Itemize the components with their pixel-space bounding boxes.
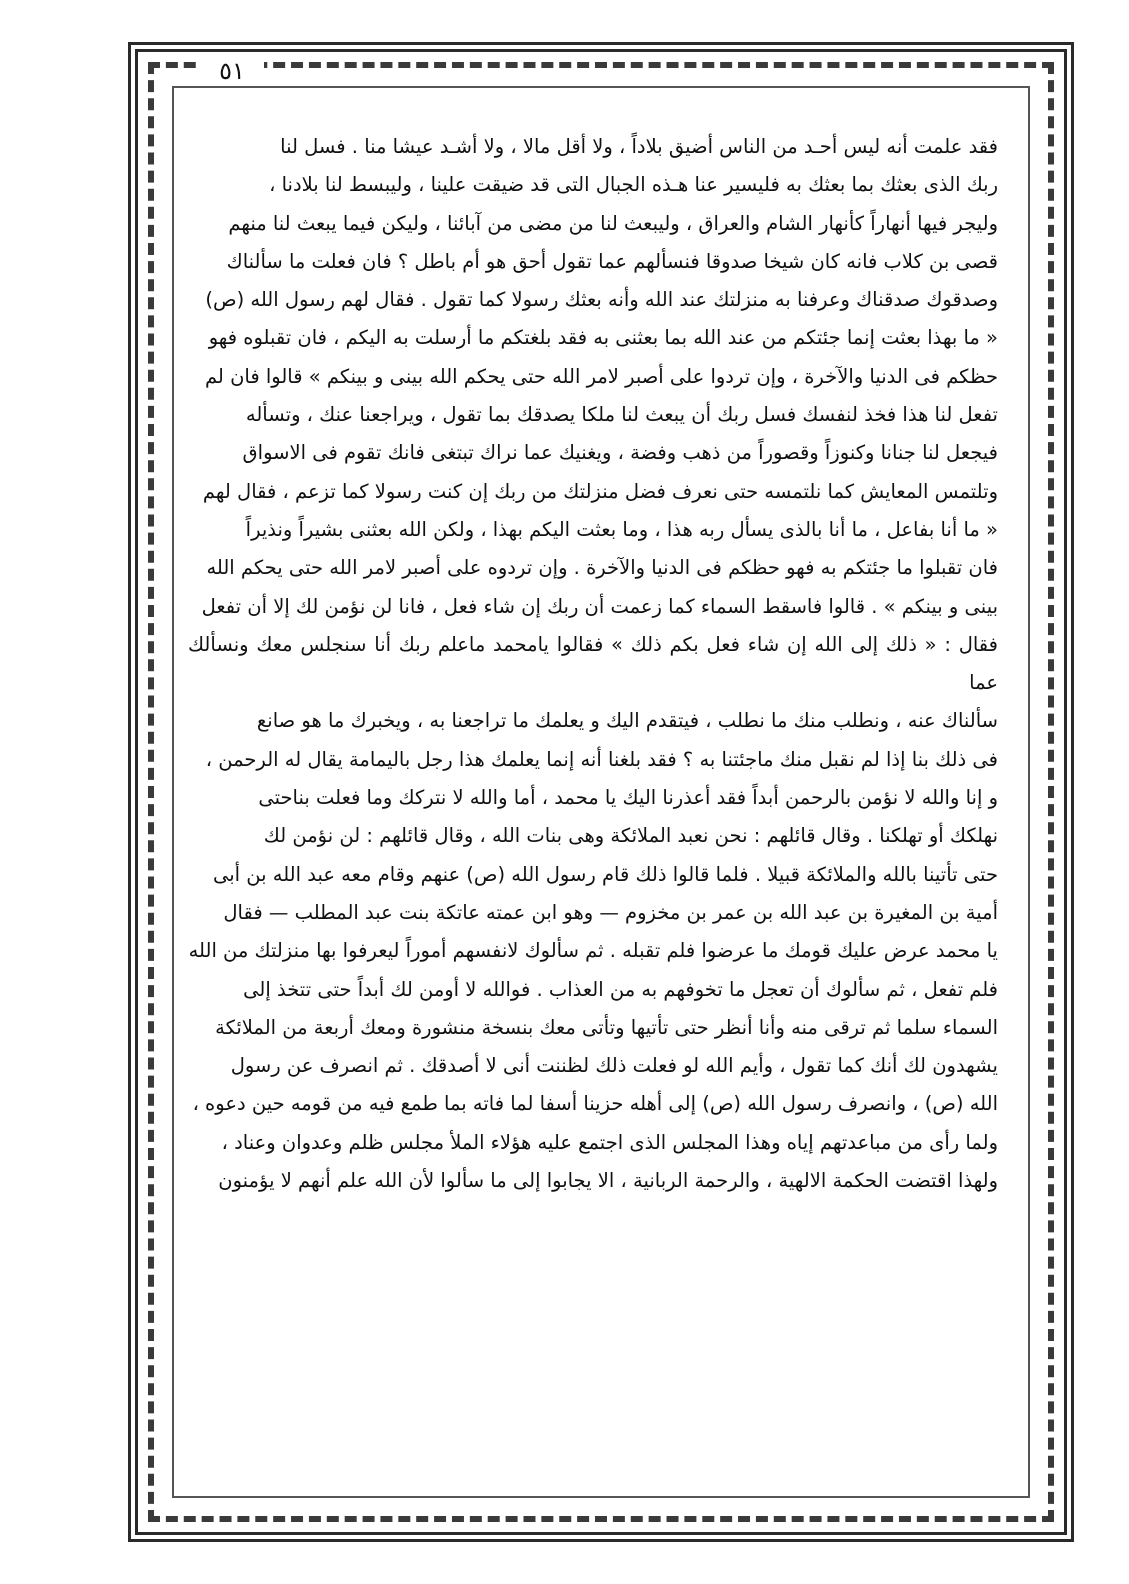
text-line: يا محمد عرض عليك قومك ما عرضوا فلم تقبله . ثم سألوك لانفسهم أموراً ليعرفوا بها منزلتك من الله bbox=[188, 939, 998, 963]
text-line: وصدقوك صدقناك وعرفنا به منزلتك عند الله وأنه بعثك رسولا كما تقول . فقال لهم رسول الله (ص) bbox=[205, 288, 998, 312]
text-line: « ما بهذا بعثت إنما جئتكم من عند الله بما بعثنى به فقد بلغتكم ما أرسلت به اليكم ، فان تقبلوه فهو bbox=[208, 326, 998, 350]
text-line: فقال : « ذلك إلى الله إن شاء فعل بكم ذلك » فقالوا يامحمد ماعلم ربك أنا سنجلس معك ونسألك عما bbox=[188, 632, 998, 695]
text-line: فقد علمت أنه ليس أحـد من الناس أضيق بلاداً ، ولا أقل مالا ، ولا أشـد عيشا منا . فسل لنا bbox=[280, 135, 998, 158]
text-line: ربك الذى بعثك بما بعثك به فليسير عنا هـذه الجبال التى قد ضيقت علينا ، وليبسط لنا بلادنا ، bbox=[269, 173, 998, 197]
text-line: نهلكك أو تهلكنا . وقال قائلهم : نحن نعبد الملائكة وهى بنات الله ، وقال قائلهم : لن نؤمن لك bbox=[263, 824, 998, 848]
text-line: بينى و بينكم » . قالوا فاسقط السماء كما زعمت أن ربك إن شاء فعل ، فانا لن نؤمن لك إلا أن تفعل bbox=[201, 594, 998, 618]
page-number: ٥١ bbox=[200, 56, 264, 86]
text-line: تفعل لنا هذا فخذ لنفسك فسل ربك أن يبعث لنا ملكا يصدقك بما تقول ، ويراجعنا عنك ، وتسأله bbox=[245, 403, 998, 427]
text-line: سألناك عنه ، ونطلب منك ما نطلب ، فيتقدم اليك و يعلمك ما تراجعنا به ، ويخبرك ما هو صانع bbox=[256, 709, 998, 733]
text-line: الله (ص) ، وانصرف رسول الله (ص) إلى أهله حزينا أسفا لما فاته بما طمع فيه من قومه حين دعوه ، bbox=[192, 1092, 998, 1116]
text-line: فان تقبلوا ما جئتكم به فهو حظكم فى الدنيا والآخرة . وإن تردوه على أصبر لامر الله حتى يحكم الله bbox=[206, 556, 998, 580]
text-line: حتى تأتينا بالله والملائكة قبيلا . فلما قالوا ذلك قام رسول الله (ص) عنهم وقام معه عبد الله بن أبى bbox=[212, 862, 998, 886]
text-line: وليجر فيها أنهاراً كأنهار الشام والعراق ، وليبعث لنا من مضى من آبائنا ، وليكن فيما يبعث لنا منهم bbox=[228, 211, 998, 235]
text-line: أمية بن المغيرة بن عبد الله بن عمر بن مخزوم — وهو ابن عمته عاتكة بنت عبد المطلب — فقال bbox=[223, 900, 998, 924]
text-line: ولهذا اقتضت الحكمة الالهية ، والرحمة الربانية ، الا يجابوا إلى ما سألوا لأن الله علم أنهم لا يؤمنون bbox=[218, 1169, 998, 1193]
text-line: حظكم فى الدنيا والآخرة ، وإن تردوا على أصبر لامر الله حتى يحكم الله بينى و بينكم » قالوا فان لم bbox=[204, 364, 998, 388]
text-line: يشهدون لك أنك كما تقول ، وأيم الله لو فعلت ذلك لظننت أنى لا أصدقك . ثم انصرف عن رسول bbox=[230, 1054, 998, 1078]
text-line: ولما رأى من مباعدتهم إياه وهذا المجلس الذى اجتمع عليه هؤلاء الملأ مجلس ظلم وعدوان وعناد ، bbox=[221, 1130, 998, 1154]
text-line: وتلتمس المعايش كما نلتمسه حتى نعرف فضل منزلتك من ربك إن كنت رسولا كما تزعم ، فقال لهم bbox=[202, 479, 998, 503]
text-line: قصى بن كلاب فانه كان شيخا صدوقا فنسألهم عما تقول أحق هو أم باطل ؟ فان فعلت ما سألناك bbox=[226, 249, 998, 273]
text-line: فلم تفعل ، ثم سألوك أن تعجل ما تخوفهم به من العذاب . فوالله لا أومن لك أبداً حتى تتخذ إلى bbox=[243, 977, 998, 1001]
body-text bbox=[188, 128, 998, 1460]
text-line: فيجعل لنا جنانا وكنوزاً وقصوراً من ذهب وفضة ، ويغنيك عما نراك تبتغى فانك تقوم فى الاسواق bbox=[242, 441, 998, 465]
text-line: فى ذلك بنا إذا لم نقبل منك ماجئتنا به ؟ فقد بلغنا أنه إنما يعلمك هذا رجل باليمامة يقال له الرحمن ، bbox=[205, 747, 998, 771]
text-line: « ما أنا بفاعل ، ما أنا بالذى يسأل ربه هذا ، وما بعثت اليكم بهذا ، ولكن الله بعثنى بشيراً ونذيراً bbox=[245, 517, 998, 541]
text-line: السماء سلما ثم ترقى منه وأنا أنظر حتى تأتيها وتأتى معك بنسخة منشورة ومعك أربعة من الملائكة bbox=[215, 1015, 998, 1039]
text-line: و إنا والله لا نؤمن بالرحمن أبداً فقد أعذرنا اليك يا محمد ، أما والله لا نتركك وما فعلت بناحتى bbox=[258, 786, 998, 810]
